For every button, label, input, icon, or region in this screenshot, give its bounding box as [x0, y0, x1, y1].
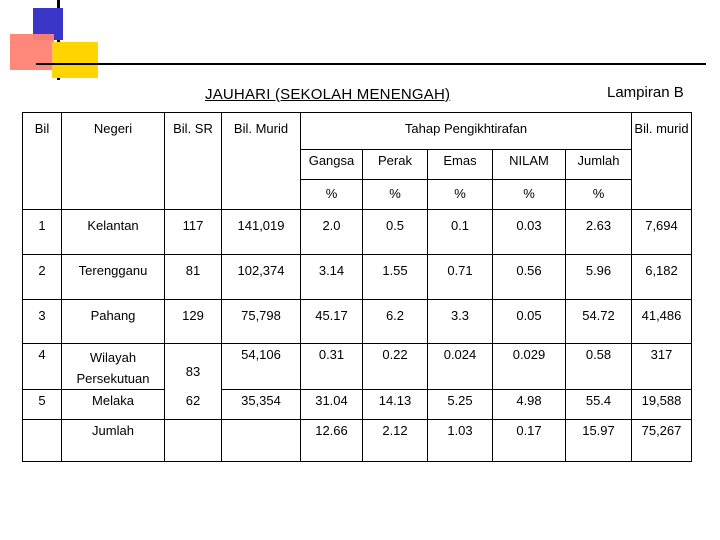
header-bil-sr: Bil. SR	[165, 113, 222, 210]
cell-nilam: 0.029	[493, 344, 566, 390]
cell-perak: 14.13	[363, 390, 428, 420]
total-label: Jumlah	[62, 420, 165, 462]
header-bil-murid-end: Bil. murid	[632, 113, 692, 210]
total-jumlah: 15.97	[566, 420, 632, 462]
cell-murid-end: 41,486	[632, 300, 692, 344]
appendix-label: Lampiran B	[607, 84, 684, 101]
cell-bil: 2	[23, 255, 62, 300]
cell-sr: 81	[165, 255, 222, 300]
table-row	[23, 210, 692, 255]
header-level-emas: Emas	[428, 150, 493, 180]
cell-bil: 3	[23, 300, 62, 344]
unit-nilam: %	[493, 180, 566, 210]
cell-sr: 129	[165, 300, 222, 344]
cell-nilam: 0.56	[493, 255, 566, 300]
cell-negeri: Pahang	[62, 300, 165, 344]
cell-jumlah: 54.72	[566, 300, 632, 344]
cell-jumlah: 5.96	[566, 255, 632, 300]
cell-perak: 0.5	[363, 210, 428, 255]
cell-jumlah: 55.4	[566, 390, 632, 420]
cell-murid-end: 317	[632, 344, 692, 390]
table-row	[23, 255, 692, 300]
total-nilam: 0.17	[493, 420, 566, 462]
header-negeri: Negeri	[62, 113, 165, 210]
decorative-horizontal-line	[36, 63, 706, 65]
cell-nilam: 0.05	[493, 300, 566, 344]
unit-jumlah: %	[566, 180, 632, 210]
cell-murid: 75,798	[222, 300, 301, 344]
cell-gangsa: 2.0	[301, 210, 363, 255]
cell-emas: 0.71	[428, 255, 493, 300]
cell-bil: 1	[23, 210, 62, 255]
cell-gangsa: 3.14	[301, 255, 363, 300]
cell-perak: 6.2	[363, 300, 428, 344]
cell-bil: 5	[23, 390, 62, 420]
header-level-nilam: NILAM	[493, 150, 566, 180]
cell-murid: 54,106	[222, 344, 301, 390]
cell-nilam: 4.98	[493, 390, 566, 420]
cell-nilam: 0.03	[493, 210, 566, 255]
table-row	[23, 390, 692, 420]
cell-gangsa: 0.31	[301, 344, 363, 390]
page-title: JAUHARI (SEKOLAH MENENGAH)	[205, 86, 451, 103]
cell-murid-end: 7,694	[632, 210, 692, 255]
cell-murid: 141,019	[222, 210, 301, 255]
total-perak: 2.12	[363, 420, 428, 462]
table-row	[23, 344, 692, 390]
cell-sr: 83	[165, 344, 222, 390]
total-row	[23, 420, 692, 462]
cell-sr: 62	[165, 390, 222, 420]
cell-negeri: Kelantan	[62, 210, 165, 255]
cell-bil: 4	[23, 344, 62, 390]
cell-emas: 5.25	[428, 390, 493, 420]
results-table	[22, 112, 692, 462]
unit-perak: %	[363, 180, 428, 210]
table-row	[23, 300, 692, 344]
cell-jumlah: 0.58	[566, 344, 632, 390]
header-level-perak: Perak	[363, 150, 428, 180]
cell-murid: 102,374	[222, 255, 301, 300]
cell-gangsa: 31.04	[301, 390, 363, 420]
header-bil: Bil	[23, 113, 62, 210]
cell-emas: 0.024	[428, 344, 493, 390]
cell-murid-end: 6,182	[632, 255, 692, 300]
header-row	[23, 113, 692, 150]
cell-negeri: Terengganu	[62, 255, 165, 300]
cell-sr: 117	[165, 210, 222, 255]
unit-emas: %	[428, 180, 493, 210]
total-gangsa: 12.66	[301, 420, 363, 462]
unit-gangsa: %	[301, 180, 363, 210]
header-level-jumlah: Jumlah	[566, 150, 632, 180]
cell-sr-empty	[165, 420, 222, 462]
cell-murid: 35,354	[222, 390, 301, 420]
cell-emas: 0.1	[428, 210, 493, 255]
cell-gangsa: 45.17	[301, 300, 363, 344]
cell-perak: 0.22	[363, 344, 428, 390]
cell-perak: 1.55	[363, 255, 428, 300]
cell-emas: 3.3	[428, 300, 493, 344]
header-bil-murid: Bil. Murid	[222, 113, 301, 210]
header-tahap: Tahap Pengikhtirafan	[301, 113, 632, 150]
cell-negeri: Wilayah Persekutuan	[62, 344, 165, 390]
decorative-yellow-square	[52, 42, 98, 78]
cell-murid-empty	[222, 420, 301, 462]
cell-jumlah: 2.63	[566, 210, 632, 255]
total-murid-end: 75,267	[632, 420, 692, 462]
cell-negeri: Melaka	[62, 390, 165, 420]
header-level-gangsa: Gangsa	[301, 150, 363, 180]
cell-murid-end: 19,588	[632, 390, 692, 420]
cell-bil-empty	[23, 420, 62, 462]
total-emas: 1.03	[428, 420, 493, 462]
